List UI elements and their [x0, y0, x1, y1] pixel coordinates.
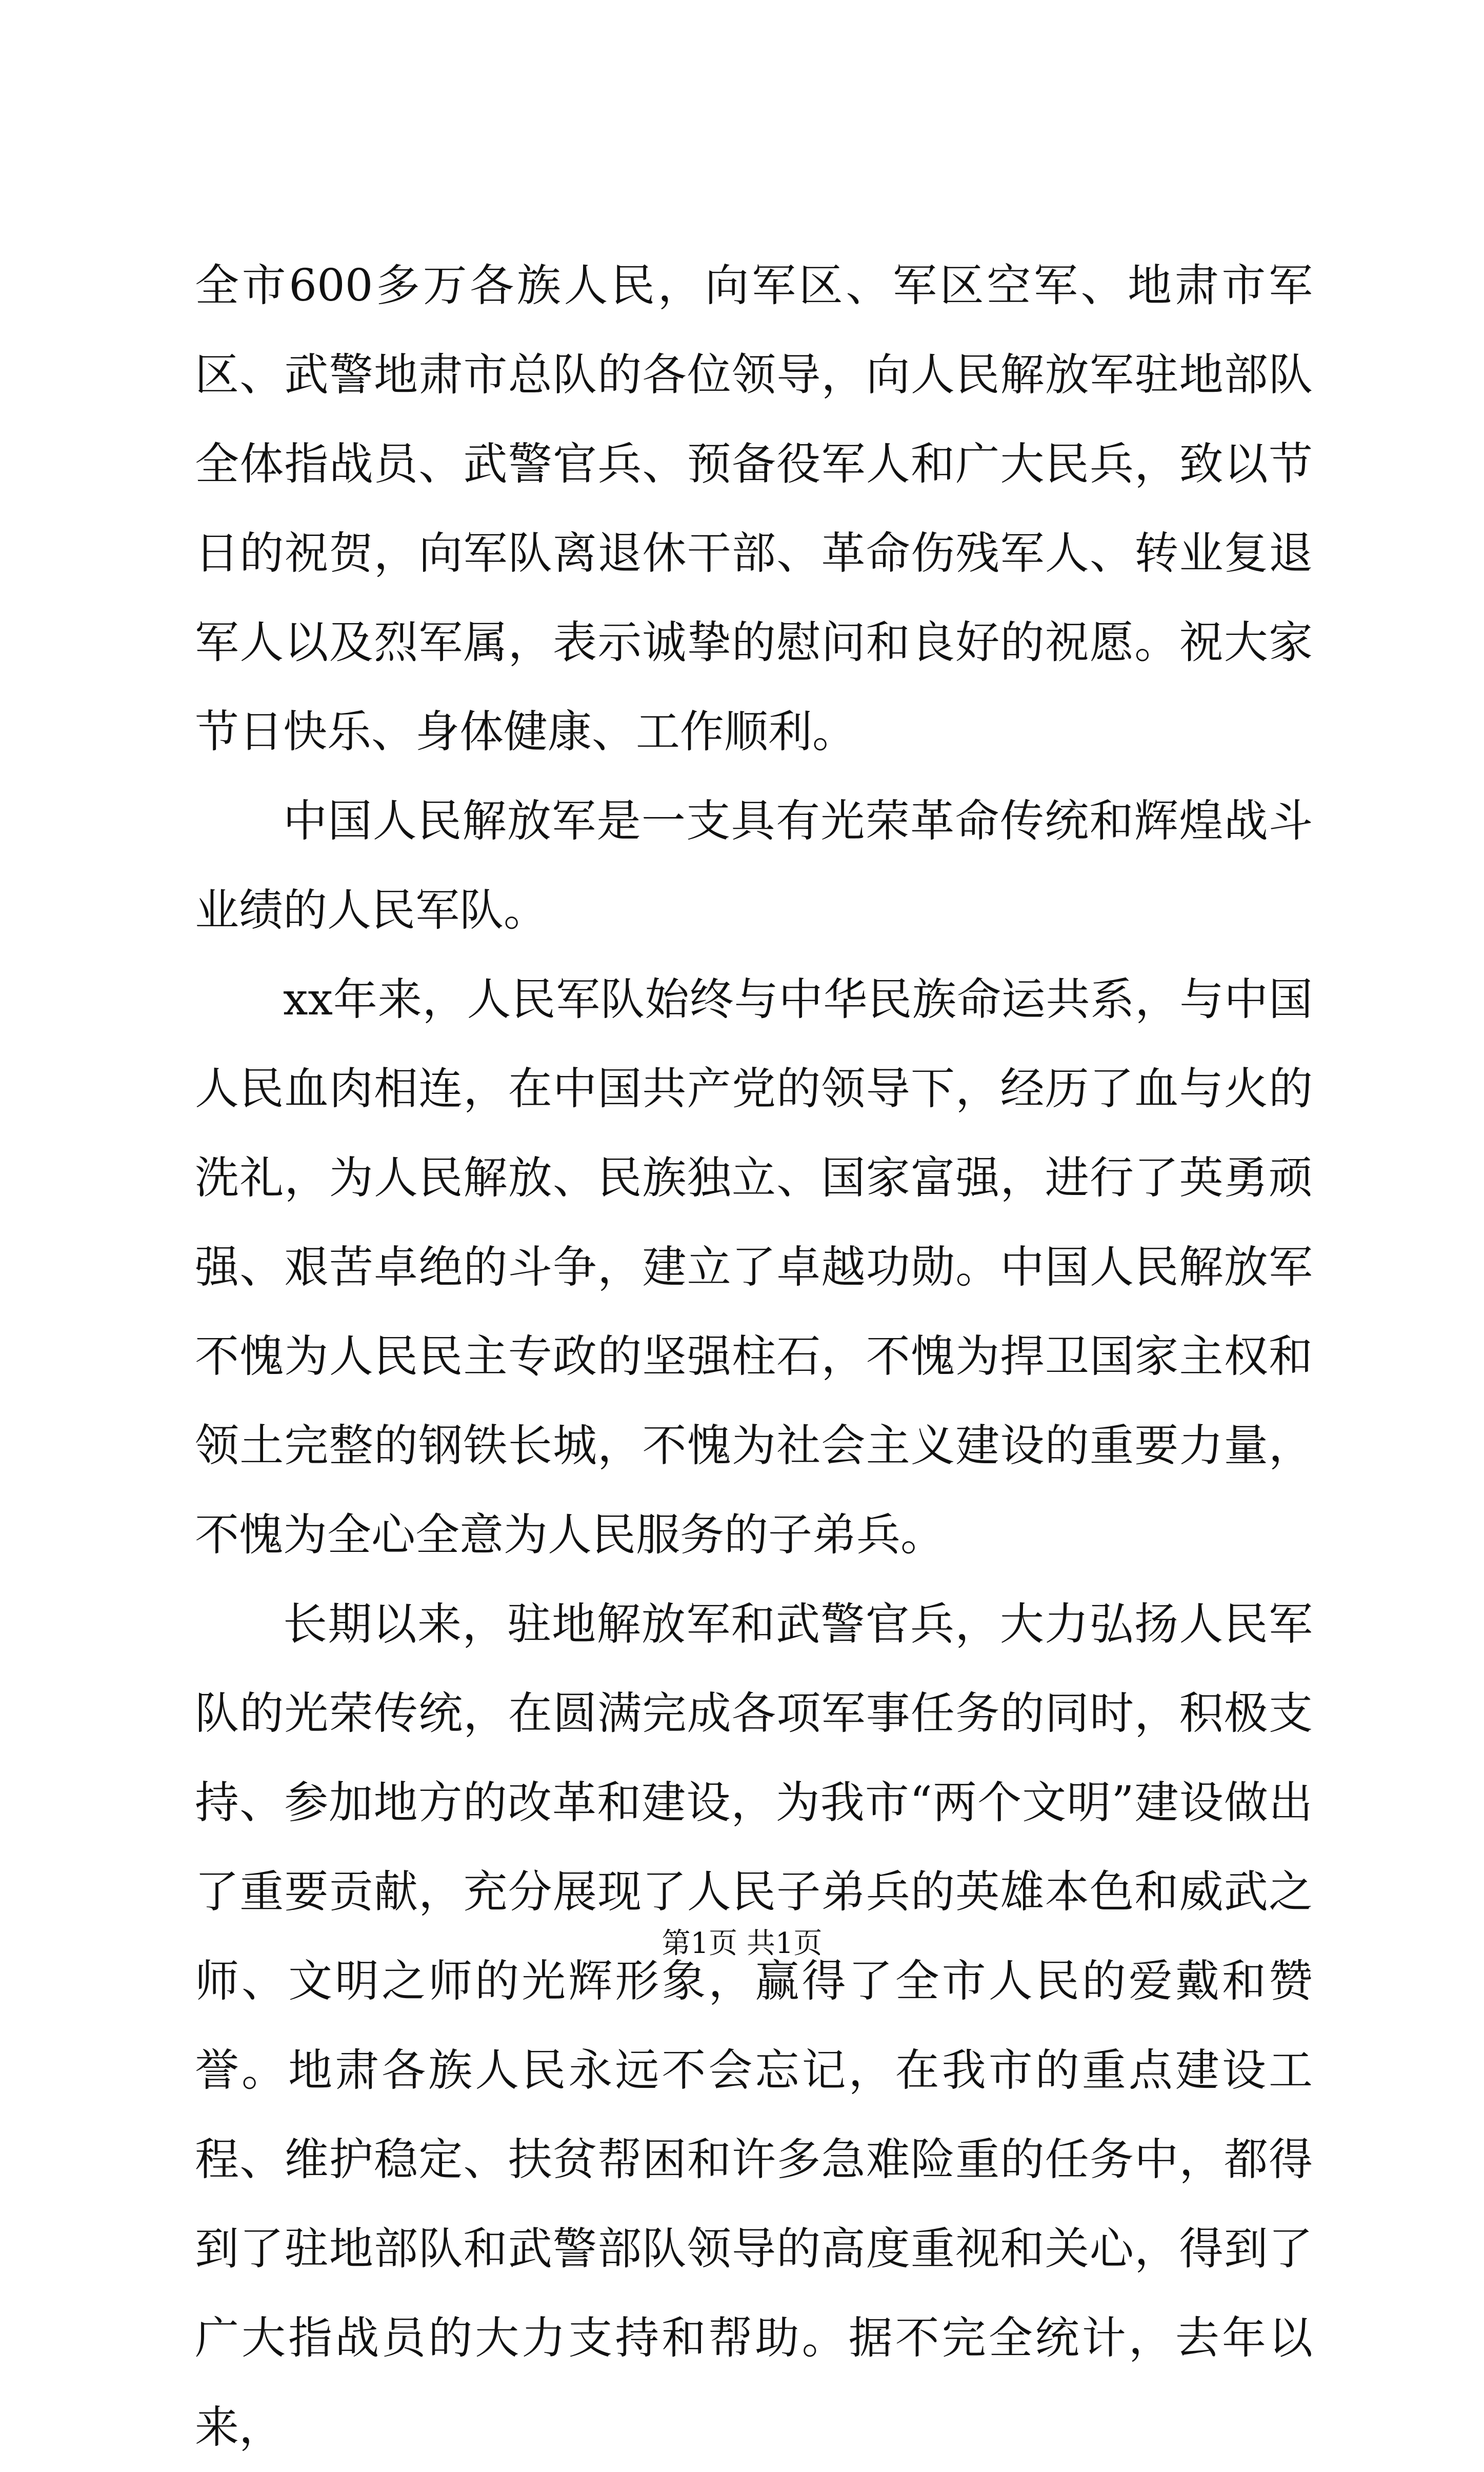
paragraph-4: 长期以来，驻地解放军和武警官兵，大力弘扬人民军队的光荣传统，在圆满完成各项军事任务的同时，积极支持、参加地方的改革和建设，为我市“两个文明”建设做出了重要贡献，充分展现了人民子弟兵的英雄本色和威武之师、文明之师的光辉形象，赢得了全市人民的爱戴和赞誉。地肃各族人民永远不会忘记，在我市的重点建设工程、维护稳定、扶贫帮困和许多急难险重的任务中，都得到了驻地部队和武警部队领导的高度重视和关心，得到了广大指战员的大力支持和帮助。据不完全统计，去年以来，: [195, 1599, 1313, 2453]
paragraph-1: 全市600多万各族人民，向军区、军区空军、地肃市军区、武警地肃市总队的各位领导，向人民解放军驻地部队全体指战员、武警官兵、预备役军人和广大民兵，致以节日的祝贺，向军队离退休干部、革命伤残军人、转业复退军人以及烈军属，表示诚挚的慰问和良好的祝愿。祝大家节日快乐、身体健康、工作顺利。: [195, 260, 1313, 757]
document-body: [195, 241, 1313, 2472]
paragraph-3: xx年来，人民军队始终与中华民族命运共系，与中国人民血肉相连，在中国共产党的领导下，经历了血与火的洗礼，为人民解放、民族独立、国家富强，进行了英勇顽强、艰苦卓绝的斗争，建立了卓越功勋。中国人民解放军不愧为人民民主专政的坚强柱石，不愧为捍卫国家主权和领土完整的钢铁长城，不愧为社会主义建设的重要力量，不愧为全心全意为人民服务的子弟兵。: [195, 974, 1313, 1561]
page-footer: 第1页 共1页: [661, 1927, 823, 1960]
paragraph-2: 中国人民解放军是一支具有光荣革命传统和辉煌战斗业绩的人民军队。: [195, 795, 1313, 936]
